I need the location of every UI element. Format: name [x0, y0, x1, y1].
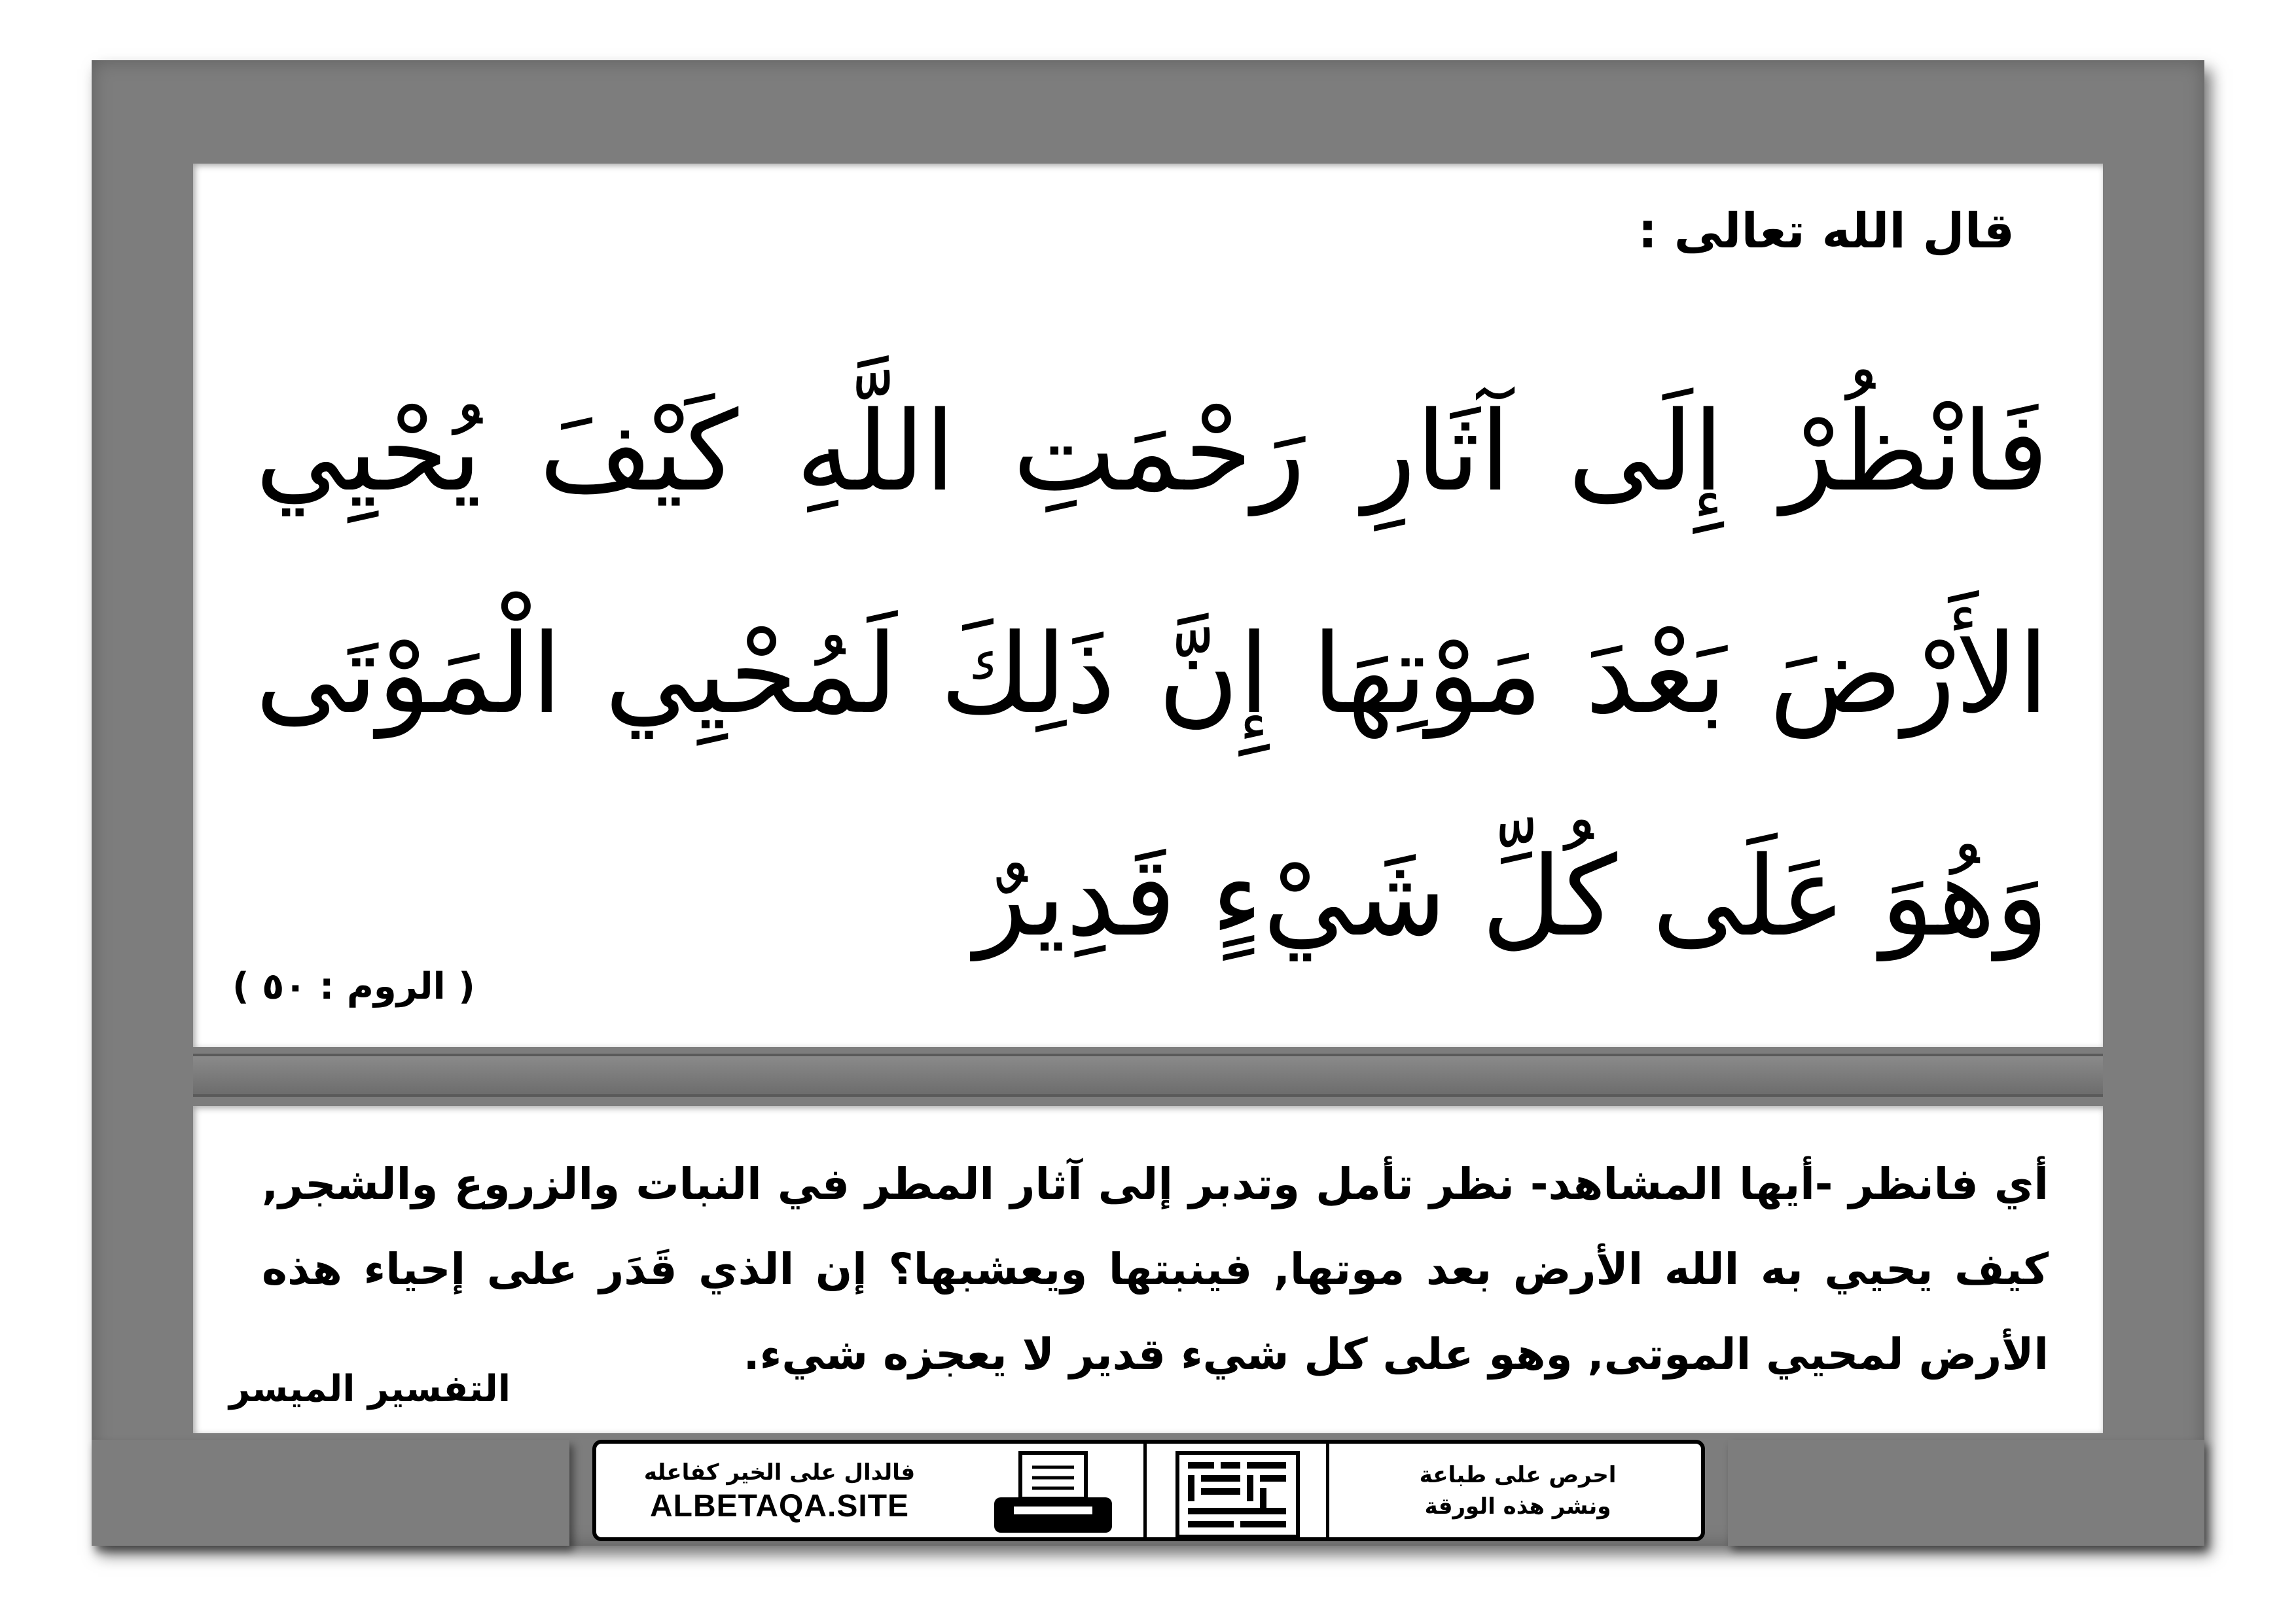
- divider-bar: [193, 1054, 2103, 1097]
- tafsir-text: أي فانظر -أيها المشاهد- نظر تأمل وتدبر إلى آثار المطر في النبات والزروع والشجر, كيف يحيي به الله الأرض بعد موتها, فينبتها ويعشبها؟ إن الذي قَدَر على إحياء هذه الأرض لمحيي الموتى, وهو على كل شيء قدير لا يعجزه شيء.: [262, 1159, 2049, 1380]
- footer-appeal-cell: [1348, 1444, 1688, 1537]
- verse-reference: ( الروم : ٥٠ ): [232, 965, 475, 1008]
- verse-intro: قال الله تعالى :: [1638, 203, 2015, 259]
- footer-proverb: فالدال على الخير كفاعله: [643, 1459, 916, 1486]
- logo-mark: [1172, 1449, 1303, 1541]
- printer-icon: [988, 1450, 1119, 1535]
- footer-appeal-line2: ونشر هذه الورقة: [1424, 1493, 1611, 1520]
- footer-separator: [1143, 1444, 1147, 1537]
- footer-website-cell: [609, 1444, 950, 1537]
- footer-separator: [1326, 1444, 1329, 1537]
- frame-bottom-left: [92, 1440, 569, 1546]
- frame-bottom-right: [1728, 1440, 2204, 1546]
- quran-verse: فَانْظُرْ إِلَى آثَارِ رَحْمَتِ اللَّهِ كَيْفَ يُحْيِي الأَرْضَ بَعْدَ مَوْتِهَا إِنَّ ذَلِكَ لَمُحْيِي الْمَوْتَى وَهُوَ عَلَى كُلِّ شَيْءٍ قَدِيرٌ: [255, 387, 2049, 961]
- footer-appeal-line1: احرص على طباعة: [1419, 1461, 1617, 1488]
- tafsir-source: التفسير الميسر: [229, 1368, 511, 1410]
- footer-banner: [592, 1440, 1705, 1541]
- footer-website[interactable]: ALBETAQA.SITE: [649, 1489, 910, 1524]
